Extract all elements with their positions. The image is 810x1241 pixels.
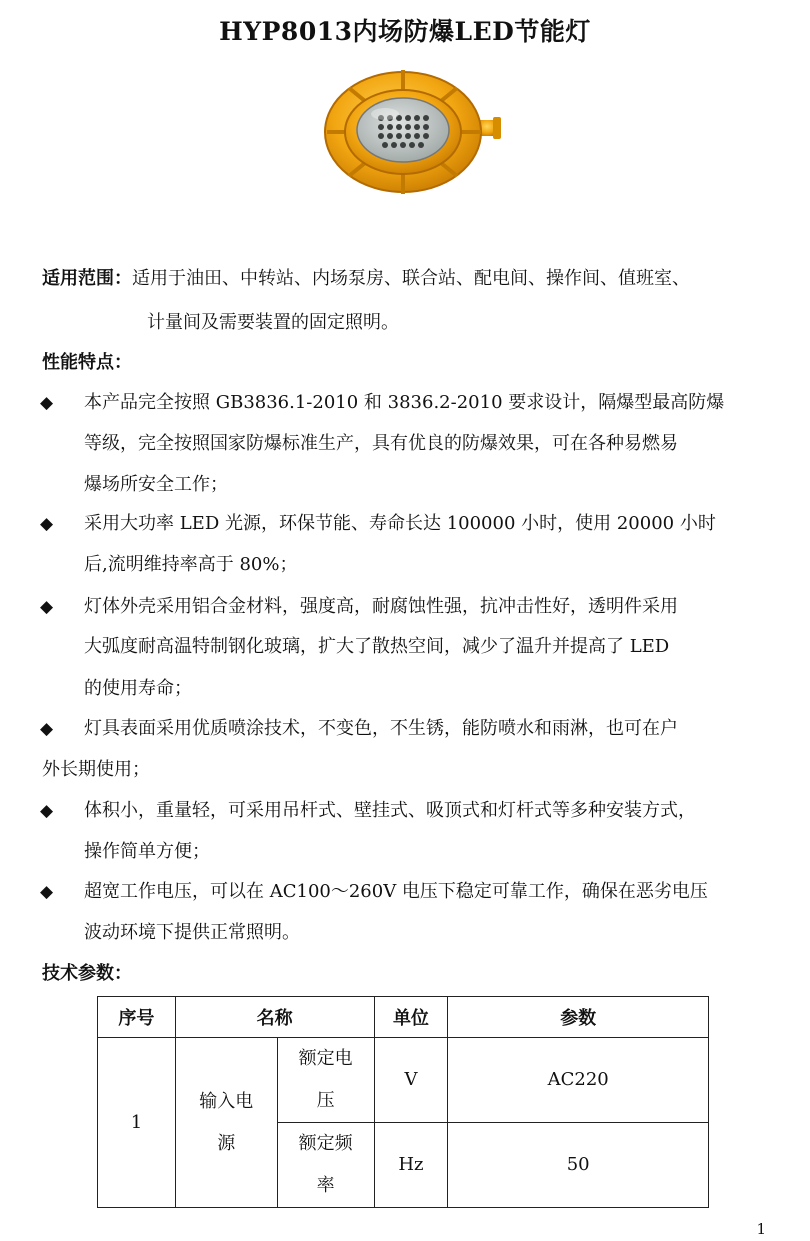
tech-params-heading: 技术参数： [42, 963, 132, 984]
group-name-line-1: 输入电 [199, 1090, 254, 1112]
bullet-diamond-icon: ◆ [40, 514, 54, 534]
scope-line-2: 计量间及需要装置的固定照明。 [147, 312, 399, 333]
feature-2-line-2: 后,流明维持率高于 80%； [84, 554, 298, 575]
feature-3-line-1: 灯体外壳采用铝合金材料，强度高，耐腐蚀性强，抗冲击性好，透明件采用 [84, 596, 678, 617]
tech-params-table [97, 996, 709, 1208]
feature-4-line-1: 灯具表面采用优质喷涂技术，不变色，不生锈，能防喷水和雨淋，也可在户 [84, 718, 678, 739]
feature-5-line-1: 体积小，重量轻，可采用吊杆式、壁挂式、吸顶式和灯杆式等多种安装方式， [84, 800, 696, 821]
bullet-diamond-icon: ◆ [40, 393, 54, 413]
header-name: 名称 [175, 997, 374, 1038]
feature-3-line-2: 大弧度耐高温特制钢化玻璃，扩大了散热空间，减少了温升并提高了 LED [84, 636, 670, 657]
feature-6-line-2: 波动环境下提供正常照明。 [84, 922, 300, 943]
bullet-diamond-icon: ◆ [40, 597, 54, 617]
table-row [98, 1038, 709, 1123]
scope-paragraph [42, 266, 690, 292]
bullet-diamond-icon: ◆ [40, 882, 54, 902]
header-unit: 单位 [374, 997, 448, 1038]
rated-frequency-line-1: 额定频 [298, 1133, 353, 1154]
features-heading: 性能特点： [42, 352, 132, 373]
bullet-diamond-icon: ◆ [40, 801, 54, 821]
cell-group-name [175, 1038, 277, 1208]
bullet-diamond-icon: ◆ [40, 719, 54, 739]
cell-rated-frequency-name [277, 1123, 374, 1208]
rated-frequency-line-2: 率 [316, 1175, 335, 1196]
document-title: HYP8013内场防爆LED节能灯 [219, 17, 591, 46]
header-param: 参数 [448, 997, 709, 1038]
product-image [315, 62, 505, 198]
feature-4-line-2: 外长期使用； [42, 759, 150, 780]
cell-voltage-value: AC220 [448, 1038, 709, 1123]
feature-1-line-2: 等级，完全按照国家防爆标准生产，具有优良的防爆效果，可在各种易燃易 [84, 433, 678, 454]
cell-rated-voltage-name [277, 1038, 374, 1123]
feature-1-line-3: 爆场所安全工作； [84, 474, 228, 495]
feature-2-line-1: 采用大功率 LED 光源，环保节能、寿命长达 100000 小时，使用 20000 小时 [84, 513, 716, 534]
rated-voltage-line-1: 额定电 [298, 1048, 353, 1069]
feature-1-line-1: 本产品完全按照 GB3836.1-2010 和 3836.2-2010 要求设计，隔爆型最高防爆 [84, 392, 725, 413]
cell-frequency-unit: Hz [374, 1123, 448, 1208]
header-seq: 序号 [98, 997, 176, 1038]
rated-voltage-line-2: 压 [316, 1090, 335, 1111]
cell-frequency-value: 50 [448, 1123, 709, 1208]
page-number: 1 [756, 1220, 766, 1238]
group-name-line-2: 源 [217, 1132, 236, 1154]
cell-voltage-unit: V [374, 1038, 448, 1123]
table-header-row [98, 997, 709, 1038]
cell-seq: 1 [98, 1038, 176, 1208]
feature-3-line-3: 的使用寿命； [84, 678, 192, 699]
feature-5-line-2: 操作简单方便； [84, 841, 210, 862]
explosion-proof-lamp-illustration [315, 62, 505, 198]
feature-6-line-1: 超宽工作电压，可以在 AC100～260V 电压下稳定可靠工作，确保在恶劣电压 [84, 881, 708, 902]
scope-label: 适用范围： [42, 268, 132, 289]
scope-line-1: 适用于油田、中转站、内场泵房、联合站、配电间、操作间、值班室、 [132, 268, 690, 289]
